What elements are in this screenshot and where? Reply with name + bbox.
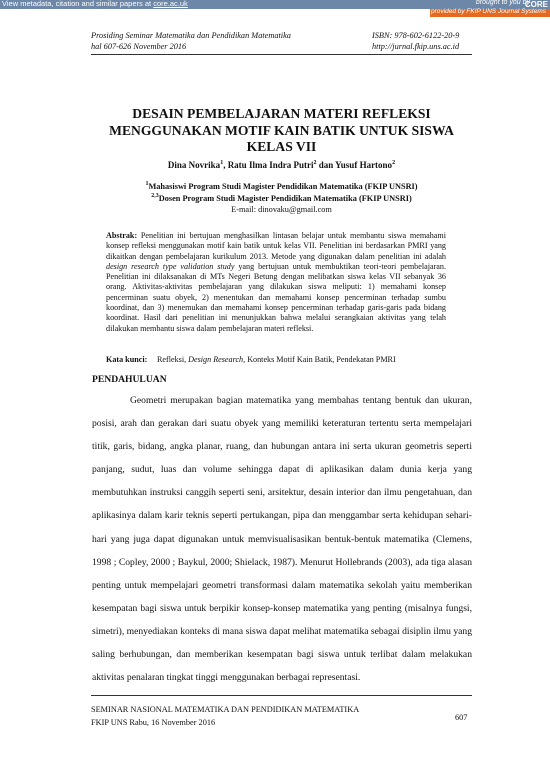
- footer-date: FKIP UNS Rabu, 16 November 2016: [91, 718, 216, 727]
- footer: [91, 703, 359, 729]
- abstract: Abstrak: Penelitian ini bertujuan menghasilkan lintasan belajar untuk membantu siswa memahami konsep refleksi menggunakan motif kain batik untuk kelas VII. Penelitian ini berdasarkan PMRI yang dikaitkan dengan pembelajaran kurikulum 2013. Metode yang digunakan dalam penelitian ini adalah design research type validation study yang bertujuan untuk membuktikan teori-teori pembelajaran. Penelitian ini dilaksanakan di MTs Negeri Betung dengan melibatkan siswa kelas VII sebanyak 36 orang. Aktivitas-aktivitas pembelajaran yang dilakukan siswa meliputi: 1) memahami konsep pencerminan suatu obyek, 2) menentukan dan memahami konsep pencerminan terhadap sumbu koordinat, dan 3) menemukan dan memahami konsep pencerminan terhadap garis-garis pada bidang koordinat. Hasil dari penelitian ini menunjukkan bahwa melalui serangkaian aktivitas yang telah dilakukan membantu siswa dalam pembelajaran materi refleksi.: [106, 231, 446, 333]
- provided-by-bar: [430, 9, 550, 17]
- proceedings-name: Prosiding Seminar Matematika dan Pendidikan Matematika: [91, 31, 291, 40]
- banner-text: View metadata, citation and similar papers at core.ac.uk: [2, 0, 188, 8]
- page-number: 607: [455, 713, 468, 722]
- body-text: [92, 389, 472, 689]
- isbn: ISBN: 978-602-6122-20-9: [372, 31, 460, 40]
- running-header-right: [372, 30, 459, 52]
- running-header-left: [91, 30, 291, 52]
- keywords-label: Kata kunci:: [106, 355, 148, 364]
- provided-by-text: provided by FKIP UNS Journal Systems: [431, 8, 546, 15]
- journal-url: http://jurnal.fkip.uns.ac.id: [372, 42, 460, 51]
- affiliation-2: $^{2,3}$Dosen Program Studi Magister Pendidikan Matematika (FKIP UNSRI): [151, 192, 412, 203]
- footer-rule: [91, 695, 472, 696]
- brought-by-text: brought to you by: [475, 0, 530, 6]
- paragraph: Geometri merupakan bagian matematika yang membahas tentang bentuk dan ukuran, posisi, arah dan gerakan dari suatu obyek yang memiliki keteraturan tertentu serta mempelajari titik, garis, bidang, angka planar, ruang, dan hubungan antara ini serta ukuran geometris seperti panjang, sudut, luas dan volume sehingga dapat di aplikasikan dalam dunia kerja yang membutuhkan instruksi canggih seperti seni, arsitektur, desain interior dan ilmu pengetahuan, dan aplikasinya dalam karir teknis seperti pertukangan, pipa dan menggambar serta kehidupan sehari-hari yang juga dapat digunakan untuk memvisualisasikan bentuk-bentuk matematika (Clemens, 1998 ; Copley, 2000 ; Baykul, 2000; Shielack, 1987). Menurut Hollebrands (2003), ada tiga alasan penting untuk mempelajari geometri transformasi dalam matematika sekolah yaitu memberikan kesempatan bagi siswa untuk berpikir konsep-konsep matematika yang penting (misalnya fungsi, simetri), menyediakan konteks di mana siswa dapat melihat matematika sebagai disiplin ilmu yang saling berhubungan, dan memberikan kesempatan bagi siswa untuk terlibat dalam melakukan aktivitas penalaran tingkat tinggi menggunakan berbagai representasi.: [92, 395, 472, 684]
- section-heading: PENDAHULUAN: [92, 374, 167, 385]
- keywords: [106, 355, 446, 365]
- affiliation-1: $^1$Mahasiswi Program Studi Magister Pendidikan Matematika (FKIP UNSRI): [145, 181, 418, 191]
- keywords-value: Refleksi, Design Research, Konteks Motif Kain Batik, Pendekatan PMRI: [157, 355, 396, 364]
- email: E-mail: dinovaku@gmail.com: [231, 205, 332, 214]
- author-list: Dina Novrika$^1$, Ratu Ilma Indra Putri$^2$ dan Yusuf Hartono$^2$: [167, 160, 396, 170]
- paper-title: [91, 106, 472, 156]
- core-logo[interactable]: CORE: [524, 0, 548, 9]
- affiliations: [91, 181, 472, 216]
- header-rule: [91, 54, 472, 55]
- footer-seminar: SEMINAR NASIONAL MATEMATIKA DAN PENDIDIKAN MATEMATIKA: [91, 705, 360, 714]
- abstract-label: Abstrak:: [106, 231, 138, 240]
- title-line: MENGGUNAKAN MOTIF KAIN BATIK UNTUK SISWA: [109, 122, 454, 138]
- title-line: DESAIN PEMBELAJARAN MATERI REFLEKSI: [132, 106, 431, 121]
- page-range: hal 607-626 November 2016: [91, 42, 187, 51]
- core-link[interactable]: core.ac.uk: [153, 0, 188, 8]
- title-line: KELAS VII: [246, 139, 317, 154]
